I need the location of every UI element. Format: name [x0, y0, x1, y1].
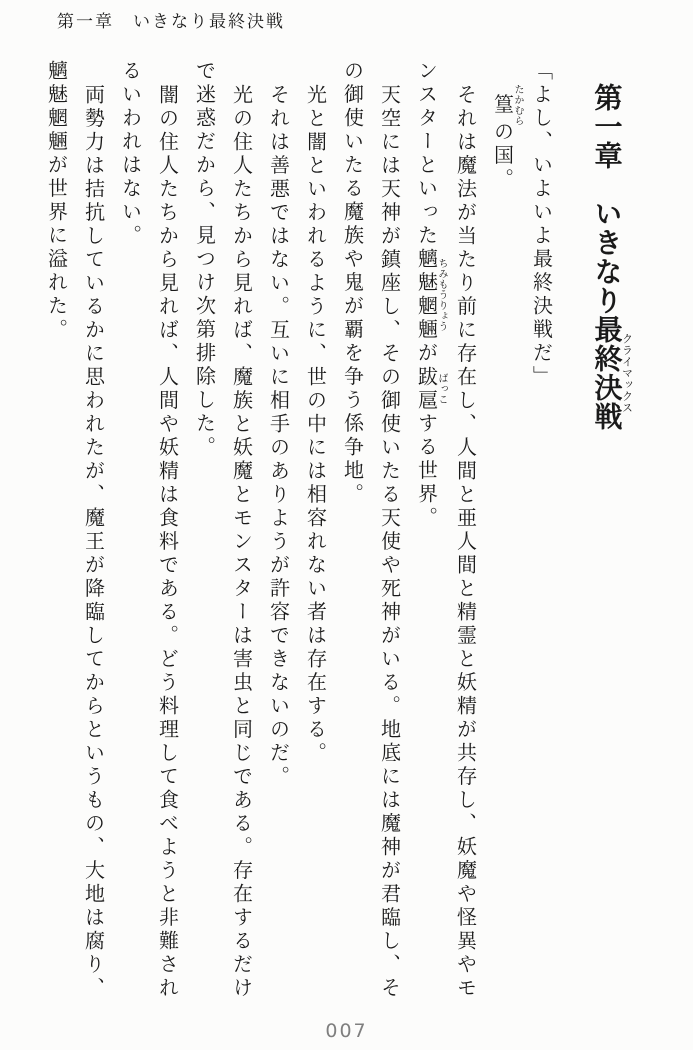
- page-number: 007: [325, 1020, 368, 1042]
- text-line: 光と闇といわれるように、世の中には相容れない者は存在する。: [303, 83, 328, 765]
- ruby-annotated-text: 跋扈ばっこ: [414, 365, 447, 413]
- text-line: 「よし、いよいよ最終決戦だ」: [529, 60, 554, 389]
- text-line: 天空には天神が鎮座し、その御使いたる天使や死神がいる。地底には魔神が君臨し、そ: [377, 83, 402, 1000]
- text-line: の御使いたる魔族や鬼が覇を争う係争地。: [340, 60, 365, 507]
- text-line: で迷惑だから、見つけ次第排除した。: [192, 60, 217, 460]
- ruby-annotated-text: 魑魅魍魎ちみもうりょう: [414, 248, 447, 342]
- text-line: それは善悪ではない。互いに相手のありようが許容できないのだ。: [266, 83, 291, 789]
- text-line: 両勢力は拮抗しているかに思われたが、魔王が降臨してからというもの、大地は腐り、: [81, 83, 106, 1000]
- text-line: るいわれはない。: [118, 60, 143, 248]
- text-line: それは魔法が当たり前に存在し、人間と亜人間と精霊と妖精が共存し、妖魔や怪異やモ: [453, 83, 478, 1000]
- ruby-annotated-text: 篁たかむら: [490, 83, 523, 126]
- ruby-annotated-text: 最終決戦クライマックス: [590, 315, 634, 431]
- text-line: 魑魅魍魎が世界に溢れた。: [44, 60, 69, 342]
- chapter-title: 第一章 いきなり最終決戦クライマックス: [590, 83, 634, 431]
- text-line: 篁たかむらの国。: [490, 83, 523, 191]
- body-text: [38, 60, 560, 1006]
- text-line: ンスターといった魑魅魍魎ちみもうりょうが跋扈ばっこする世界。: [414, 60, 447, 530]
- text-line: 光の住人たちから見れば、魔族と妖魔とモンスターは害虫と同じである。存在するだけ: [229, 83, 254, 1000]
- page-content: [38, 60, 634, 1006]
- text-line: 闇の住人たちから見れば、人間や妖精は食料である。どう料理して食べようと非難され: [155, 83, 180, 1000]
- running-header: 第一章 いきなり最終決戦: [57, 12, 285, 32]
